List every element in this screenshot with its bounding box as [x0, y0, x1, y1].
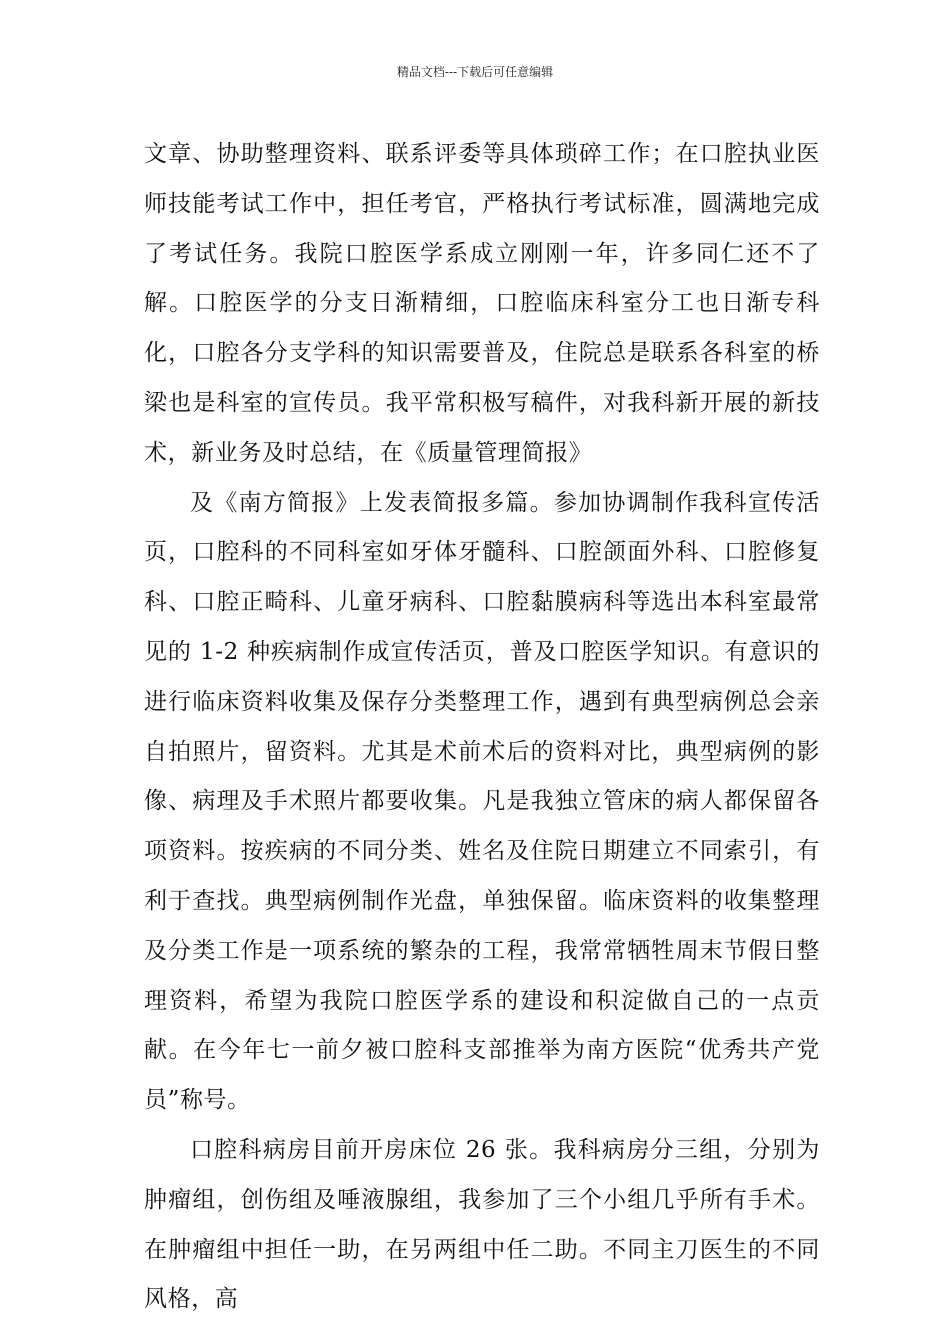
page-header: 精品文档---下载后可任意编辑	[396, 65, 554, 79]
document-body	[144, 130, 820, 1325]
paragraph-2: 及《南方简报》上发表简报多篇。参加协调制作我科宣传活页，口腔科的不同科室如牙体牙髓科、口腔颌面外科、口腔修复科、口腔正畸科、儿童牙病科、口腔黏膜病科等选出本科室最常见的 1-2 种疾病制作成宣传活页，普及口腔医学知识。有意识的进行临床资料收集及保存分类整理工作，遇到有典型病例总会亲自拍照片，留资料。尤其是术前术后的资料对比，典型病例的影像、病理及手术照片都要收集。凡是我独立管床的病人都保留各项资料。按疾病的不同分类、姓名及住院日期建立不同索引，有利于查找。典型病例制作光盘，单独保留。临床资料的收集整理及分类工作是一项系统的繁杂的工程，我常常牺牲周末节假日整理资料，希望为我院口腔医学系的建设和积淀做自己的一点贡献。在今年七一前夕被口腔科支部推举为南方医院“优秀共产党员”称号。	[144, 489, 820, 1114]
paragraph-3: 口腔科病房目前开房床位 26 张。我科病房分三组，分别为肿瘤组，创伤组及唾液腺组，我参加了三个小组几乎所有手术。在肿瘤组中担任一助，在另两组中任二助。不同主刀医生的不同风格，高	[144, 1136, 820, 1313]
paragraph-1: 文章、协助整理资料、联系评委等具体琐碎工作；在口腔执业医师技能考试工作中，担任考官，严格执行考试标准，圆满地完成了考试任务。我院口腔医学系成立刚刚一年，许多同仁还不了解。口腔医学的分支日渐精细，口腔临床科室分工也日渐专科化，口腔各分支学科的知识需要普及，住院总是联系各科室的桥梁也是科室的宣传员。我平常积极写稿件，对我科新开展的新技术，新业务及时总结，在《质量管理简报》	[144, 141, 820, 466]
